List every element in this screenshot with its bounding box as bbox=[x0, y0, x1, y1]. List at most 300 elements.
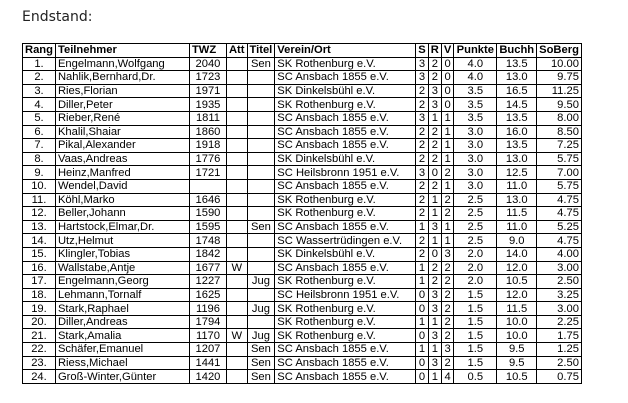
buchh-cell: 10.0 bbox=[497, 329, 537, 343]
table-row bbox=[23, 98, 582, 112]
att-cell bbox=[226, 288, 247, 302]
titel-cell: Sen bbox=[247, 57, 275, 71]
header-rang: Rang bbox=[23, 44, 56, 58]
soberg-cell: 2.25 bbox=[537, 315, 582, 329]
name-cell: Khalil,Shaiar bbox=[55, 125, 189, 139]
soberg-cell: 5.75 bbox=[537, 152, 582, 166]
verein-cell: SC Ansbach 1855 e.V. bbox=[275, 370, 416, 384]
soberg-cell: 4.00 bbox=[537, 247, 582, 261]
r-cell: 3 bbox=[428, 84, 441, 98]
verein-cell: SC Ansbach 1855 e.V. bbox=[275, 139, 416, 153]
titel-cell bbox=[247, 193, 275, 207]
att-cell bbox=[226, 343, 247, 357]
verein-cell: SK Rothenburg e.V. bbox=[275, 315, 416, 329]
twz-cell: 1794 bbox=[189, 315, 226, 329]
buchh-cell: 10.5 bbox=[497, 275, 537, 289]
s-cell: 2 bbox=[416, 139, 428, 153]
verein-cell: SK Dinkelsbühl e.V. bbox=[275, 152, 416, 166]
punkte-cell: 2.5 bbox=[454, 207, 497, 221]
v-cell: 2 bbox=[441, 275, 453, 289]
r-cell: 3 bbox=[428, 302, 441, 316]
s-cell: 2 bbox=[416, 84, 428, 98]
v-cell: 1 bbox=[441, 234, 453, 248]
r-cell: 3 bbox=[428, 288, 441, 302]
soberg-cell: 7.25 bbox=[537, 139, 582, 153]
rang-cell: 11. bbox=[23, 193, 56, 207]
name-cell: Nahlik,Bernhard,Dr. bbox=[55, 71, 189, 85]
titel-cell bbox=[247, 179, 275, 193]
titel-cell bbox=[247, 315, 275, 329]
buchh-cell: 13.0 bbox=[497, 71, 537, 85]
rang-cell: 12. bbox=[23, 207, 56, 221]
twz-cell: 1860 bbox=[189, 125, 226, 139]
r-cell: 2 bbox=[428, 57, 441, 71]
punkte-cell: 3.5 bbox=[454, 98, 497, 112]
verein-cell: SK Rothenburg e.V. bbox=[275, 302, 416, 316]
titel-cell bbox=[247, 247, 275, 261]
soberg-cell: 4.75 bbox=[537, 207, 582, 221]
punkte-cell: 2.0 bbox=[454, 275, 497, 289]
v-cell: 2 bbox=[441, 315, 453, 329]
s-cell: 1 bbox=[416, 275, 428, 289]
att-cell bbox=[226, 220, 247, 234]
r-cell: 3 bbox=[428, 220, 441, 234]
twz-cell: 1677 bbox=[189, 261, 226, 275]
r-cell: 1 bbox=[428, 207, 441, 221]
table-row bbox=[23, 302, 582, 316]
verein-cell: SK Dinkelsbühl e.V. bbox=[275, 247, 416, 261]
att-cell bbox=[226, 152, 247, 166]
titel-cell: Sen bbox=[247, 220, 275, 234]
buchh-cell: 11.5 bbox=[497, 207, 537, 221]
table-row bbox=[23, 234, 582, 248]
att-cell bbox=[226, 57, 247, 71]
v-cell: 2 bbox=[441, 302, 453, 316]
s-cell: 2 bbox=[416, 247, 428, 261]
att-cell bbox=[226, 98, 247, 112]
att-cell bbox=[226, 302, 247, 316]
buchh-cell: 14.0 bbox=[497, 247, 537, 261]
punkte-cell: 4.0 bbox=[454, 71, 497, 85]
punkte-cell: 2.0 bbox=[454, 247, 497, 261]
rang-cell: 7. bbox=[23, 139, 56, 153]
v-cell: 1 bbox=[441, 220, 453, 234]
rang-cell: 18. bbox=[23, 288, 56, 302]
buchh-cell: 11.0 bbox=[497, 179, 537, 193]
v-cell: 1 bbox=[441, 111, 453, 125]
att-cell bbox=[226, 111, 247, 125]
name-cell: Engelmann,Georg bbox=[55, 275, 189, 289]
name-cell: Wendel,David bbox=[55, 179, 189, 193]
titel-cell bbox=[247, 207, 275, 221]
punkte-cell: 2.5 bbox=[454, 193, 497, 207]
soberg-cell: 2.50 bbox=[537, 356, 582, 370]
punkte-cell: 3.0 bbox=[454, 166, 497, 180]
table-row bbox=[23, 179, 582, 193]
v-cell: 2 bbox=[441, 193, 453, 207]
soberg-cell: 8.50 bbox=[537, 125, 582, 139]
v-cell: 0 bbox=[441, 98, 453, 112]
r-cell: 1 bbox=[428, 315, 441, 329]
table-row bbox=[23, 139, 582, 153]
s-cell: 0 bbox=[416, 302, 428, 316]
verein-cell: SC Ansbach 1855 e.V. bbox=[275, 125, 416, 139]
header-r: R bbox=[428, 44, 441, 58]
titel-cell bbox=[247, 166, 275, 180]
titel-cell: Sen bbox=[247, 370, 275, 384]
s-cell: 2 bbox=[416, 125, 428, 139]
twz-cell: 1748 bbox=[189, 234, 226, 248]
verein-cell: SK Rothenburg e.V. bbox=[275, 98, 416, 112]
punkte-cell: 4.0 bbox=[454, 57, 497, 71]
twz-cell: 1196 bbox=[189, 302, 226, 316]
att-cell bbox=[226, 71, 247, 85]
verein-cell: SK Rothenburg e.V. bbox=[275, 329, 416, 343]
punkte-cell: 3.0 bbox=[454, 139, 497, 153]
att-cell bbox=[226, 193, 247, 207]
s-cell: 2 bbox=[416, 179, 428, 193]
punkte-cell: 3.0 bbox=[454, 152, 497, 166]
titel-cell bbox=[247, 111, 275, 125]
name-cell: Beller,Johann bbox=[55, 207, 189, 221]
punkte-cell: 3.0 bbox=[454, 125, 497, 139]
name-cell: Köhl,Marko bbox=[55, 193, 189, 207]
twz-cell: 1441 bbox=[189, 356, 226, 370]
rang-cell: 14. bbox=[23, 234, 56, 248]
soberg-cell: 1.25 bbox=[537, 343, 582, 357]
twz-cell: 1170 bbox=[189, 329, 226, 343]
punkte-cell: 1.5 bbox=[454, 302, 497, 316]
name-cell: Rieber,René bbox=[55, 111, 189, 125]
att-cell bbox=[226, 125, 247, 139]
verein-cell: SC Ansbach 1855 e.V. bbox=[275, 343, 416, 357]
att-cell: W bbox=[226, 329, 247, 343]
buchh-cell: 13.0 bbox=[497, 193, 537, 207]
v-cell: 3 bbox=[441, 343, 453, 357]
r-cell: 1 bbox=[428, 193, 441, 207]
buchh-cell: 9.5 bbox=[497, 343, 537, 357]
twz-cell: 1935 bbox=[189, 98, 226, 112]
r-cell: 1 bbox=[428, 111, 441, 125]
twz-cell: 1721 bbox=[189, 166, 226, 180]
buchh-cell: 13.5 bbox=[497, 139, 537, 153]
header-punkte: Punkte bbox=[454, 44, 497, 58]
name-cell: Hartstock,Elmar,Dr. bbox=[55, 220, 189, 234]
buchh-cell: 9.5 bbox=[497, 356, 537, 370]
header-soberg: SoBerg bbox=[537, 44, 582, 58]
twz-cell: 1971 bbox=[189, 84, 226, 98]
att-cell bbox=[226, 84, 247, 98]
r-cell: 1 bbox=[428, 370, 441, 384]
v-cell: 4 bbox=[441, 370, 453, 384]
buchh-cell: 12.0 bbox=[497, 261, 537, 275]
buchh-cell: 16.0 bbox=[497, 125, 537, 139]
table-row bbox=[23, 84, 582, 98]
table-row bbox=[23, 57, 582, 71]
titel-cell bbox=[247, 98, 275, 112]
verein-cell: SC Ansbach 1855 e.V. bbox=[275, 356, 416, 370]
table-row bbox=[23, 356, 582, 370]
s-cell: 3 bbox=[416, 71, 428, 85]
table-row bbox=[23, 315, 582, 329]
s-cell: 2 bbox=[416, 98, 428, 112]
table-row bbox=[23, 207, 582, 221]
verein-cell: SC Ansbach 1855 e.V. bbox=[275, 261, 416, 275]
header-twz: TWZ bbox=[189, 44, 226, 58]
s-cell: 3 bbox=[416, 111, 428, 125]
punkte-cell: 2.0 bbox=[454, 261, 497, 275]
table-body bbox=[23, 57, 582, 383]
rang-cell: 4. bbox=[23, 98, 56, 112]
header-att: Att bbox=[226, 44, 247, 58]
rang-cell: 9. bbox=[23, 166, 56, 180]
r-cell: 2 bbox=[428, 275, 441, 289]
rang-cell: 22. bbox=[23, 343, 56, 357]
table-row bbox=[23, 288, 582, 302]
r-cell: 1 bbox=[428, 234, 441, 248]
verein-cell: SC Ansbach 1855 e.V. bbox=[275, 111, 416, 125]
rang-cell: 19. bbox=[23, 302, 56, 316]
rang-cell: 6. bbox=[23, 125, 56, 139]
table-row bbox=[23, 152, 582, 166]
verein-cell: SC Heilsbronn 1951 e.V. bbox=[275, 166, 416, 180]
rang-cell: 15. bbox=[23, 247, 56, 261]
v-cell: 1 bbox=[441, 152, 453, 166]
s-cell: 2 bbox=[416, 234, 428, 248]
verein-cell: SC Wassertrüdingen e.V. bbox=[275, 234, 416, 248]
table-row bbox=[23, 329, 582, 343]
name-cell: Pikal,Alexander bbox=[55, 139, 189, 153]
verein-cell: SC Ansbach 1855 e.V. bbox=[275, 220, 416, 234]
s-cell: 3 bbox=[416, 166, 428, 180]
v-cell: 2 bbox=[441, 329, 453, 343]
verein-cell: SK Dinkelsbühl e.V. bbox=[275, 84, 416, 98]
v-cell: 3 bbox=[441, 247, 453, 261]
titel-cell bbox=[247, 125, 275, 139]
buchh-cell: 11.0 bbox=[497, 220, 537, 234]
v-cell: 2 bbox=[441, 356, 453, 370]
s-cell: 0 bbox=[416, 288, 428, 302]
name-cell: Ries,Florian bbox=[55, 84, 189, 98]
twz-cell: 2040 bbox=[189, 57, 226, 71]
s-cell: 1 bbox=[416, 315, 428, 329]
verein-cell: SC Ansbach 1855 e.V. bbox=[275, 179, 416, 193]
twz-cell: 1811 bbox=[189, 111, 226, 125]
rang-cell: 24. bbox=[23, 370, 56, 384]
name-cell: Diller,Andreas bbox=[55, 315, 189, 329]
buchh-cell: 9.0 bbox=[497, 234, 537, 248]
r-cell: 2 bbox=[428, 71, 441, 85]
soberg-cell: 0.75 bbox=[537, 370, 582, 384]
rang-cell: 23. bbox=[23, 356, 56, 370]
titel-cell: Jug bbox=[247, 275, 275, 289]
punkte-cell: 1.5 bbox=[454, 288, 497, 302]
v-cell: 1 bbox=[441, 179, 453, 193]
name-cell: Stark,Raphael bbox=[55, 302, 189, 316]
buchh-cell: 10.5 bbox=[497, 370, 537, 384]
name-cell: Vaas,Andreas bbox=[55, 152, 189, 166]
rang-cell: 10. bbox=[23, 179, 56, 193]
soberg-cell: 5.75 bbox=[537, 179, 582, 193]
r-cell: 2 bbox=[428, 261, 441, 275]
name-cell: Lehmann,Tornalf bbox=[55, 288, 189, 302]
punkte-cell: 1.5 bbox=[454, 329, 497, 343]
att-cell bbox=[226, 370, 247, 384]
name-cell: Groß-Winter,Günter bbox=[55, 370, 189, 384]
header-titel: Titel bbox=[247, 44, 275, 58]
table-row bbox=[23, 275, 582, 289]
twz-cell: 1918 bbox=[189, 139, 226, 153]
soberg-cell: 9.75 bbox=[537, 71, 582, 85]
table-header-row bbox=[23, 44, 582, 58]
soberg-cell: 3.25 bbox=[537, 288, 582, 302]
header-s: S bbox=[416, 44, 428, 58]
att-cell bbox=[226, 207, 247, 221]
s-cell: 3 bbox=[416, 57, 428, 71]
punkte-cell: 1.5 bbox=[454, 356, 497, 370]
twz-cell: 1842 bbox=[189, 247, 226, 261]
s-cell: 2 bbox=[416, 207, 428, 221]
titel-cell bbox=[247, 71, 275, 85]
rang-cell: 13. bbox=[23, 220, 56, 234]
rang-cell: 21. bbox=[23, 329, 56, 343]
att-cell bbox=[226, 166, 247, 180]
header-v: V bbox=[441, 44, 453, 58]
table-row bbox=[23, 261, 582, 275]
s-cell: 0 bbox=[416, 329, 428, 343]
att-cell bbox=[226, 275, 247, 289]
soberg-cell: 7.00 bbox=[537, 166, 582, 180]
twz-cell: 1207 bbox=[189, 343, 226, 357]
att-cell bbox=[226, 139, 247, 153]
r-cell: 2 bbox=[428, 139, 441, 153]
standings-table bbox=[22, 43, 582, 384]
soberg-cell: 3.00 bbox=[537, 261, 582, 275]
titel-cell bbox=[247, 261, 275, 275]
twz-cell bbox=[189, 179, 226, 193]
titel-cell bbox=[247, 84, 275, 98]
verein-cell: SC Ansbach 1855 e.V. bbox=[275, 71, 416, 85]
twz-cell: 1625 bbox=[189, 288, 226, 302]
att-cell bbox=[226, 234, 247, 248]
header-verein: Verein/Ort bbox=[275, 44, 416, 58]
buchh-cell: 14.5 bbox=[497, 98, 537, 112]
table-row bbox=[23, 166, 582, 180]
punkte-cell: 3.0 bbox=[454, 179, 497, 193]
twz-cell: 1723 bbox=[189, 71, 226, 85]
rang-cell: 5. bbox=[23, 111, 56, 125]
rang-cell: 8. bbox=[23, 152, 56, 166]
r-cell: 3 bbox=[428, 356, 441, 370]
buchh-cell: 16.5 bbox=[497, 84, 537, 98]
table-row bbox=[23, 343, 582, 357]
name-cell: Schäfer,Emanuel bbox=[55, 343, 189, 357]
v-cell: 2 bbox=[441, 288, 453, 302]
name-cell: Riess,Michael bbox=[55, 356, 189, 370]
soberg-cell: 5.25 bbox=[537, 220, 582, 234]
v-cell: 1 bbox=[441, 139, 453, 153]
titel-cell bbox=[247, 152, 275, 166]
table-row bbox=[23, 193, 582, 207]
v-cell: 1 bbox=[441, 125, 453, 139]
punkte-cell: 0.5 bbox=[454, 370, 497, 384]
att-cell: W bbox=[226, 261, 247, 275]
table-row bbox=[23, 220, 582, 234]
s-cell: 1 bbox=[416, 261, 428, 275]
table-row bbox=[23, 247, 582, 261]
s-cell: 1 bbox=[416, 220, 428, 234]
s-cell: 2 bbox=[416, 152, 428, 166]
twz-cell: 1420 bbox=[189, 370, 226, 384]
twz-cell: 1776 bbox=[189, 152, 226, 166]
v-cell: 2 bbox=[441, 261, 453, 275]
buchh-cell: 13.5 bbox=[497, 57, 537, 71]
verein-cell: SK Rothenburg e.V. bbox=[275, 193, 416, 207]
r-cell: 1 bbox=[428, 343, 441, 357]
name-cell: Wallstabe,Antje bbox=[55, 261, 189, 275]
header-teilnehmer: Teilnehmer bbox=[55, 44, 189, 58]
r-cell: 2 bbox=[428, 152, 441, 166]
name-cell: Heinz,Manfred bbox=[55, 166, 189, 180]
name-cell: Engelmann,Wolfgang bbox=[55, 57, 189, 71]
r-cell: 2 bbox=[428, 179, 441, 193]
table-row bbox=[23, 125, 582, 139]
r-cell: 0 bbox=[428, 166, 441, 180]
r-cell: 0 bbox=[428, 247, 441, 261]
v-cell: 0 bbox=[441, 57, 453, 71]
page-heading: Endstand: bbox=[22, 9, 93, 25]
soberg-cell: 1.75 bbox=[537, 329, 582, 343]
table-row bbox=[23, 71, 582, 85]
punkte-cell: 2.5 bbox=[454, 220, 497, 234]
punkte-cell: 1.5 bbox=[454, 315, 497, 329]
att-cell bbox=[226, 247, 247, 261]
twz-cell: 1646 bbox=[189, 193, 226, 207]
rang-cell: 2. bbox=[23, 71, 56, 85]
soberg-cell: 4.75 bbox=[537, 234, 582, 248]
soberg-cell: 2.50 bbox=[537, 275, 582, 289]
punkte-cell: 2.5 bbox=[454, 234, 497, 248]
twz-cell: 1595 bbox=[189, 220, 226, 234]
rang-cell: 20. bbox=[23, 315, 56, 329]
verein-cell: SK Rothenburg e.V. bbox=[275, 275, 416, 289]
s-cell: 0 bbox=[416, 370, 428, 384]
verein-cell: SC Heilsbronn 1951 e.V. bbox=[275, 288, 416, 302]
att-cell bbox=[226, 356, 247, 370]
rang-cell: 3. bbox=[23, 84, 56, 98]
s-cell: 0 bbox=[416, 356, 428, 370]
titel-cell bbox=[247, 288, 275, 302]
name-cell: Stark,Amalia bbox=[55, 329, 189, 343]
v-cell: 2 bbox=[441, 166, 453, 180]
titel-cell: Jug bbox=[247, 302, 275, 316]
r-cell: 2 bbox=[428, 125, 441, 139]
soberg-cell: 9.50 bbox=[537, 98, 582, 112]
table-row bbox=[23, 111, 582, 125]
att-cell bbox=[226, 179, 247, 193]
name-cell: Diller,Peter bbox=[55, 98, 189, 112]
titel-cell: Jug bbox=[247, 329, 275, 343]
soberg-cell: 3.00 bbox=[537, 302, 582, 316]
buchh-cell: 12.0 bbox=[497, 288, 537, 302]
twz-cell: 1590 bbox=[189, 207, 226, 221]
v-cell: 0 bbox=[441, 84, 453, 98]
verein-cell: SK Rothenburg e.V. bbox=[275, 57, 416, 71]
s-cell: 2 bbox=[416, 193, 428, 207]
rang-cell: 17. bbox=[23, 275, 56, 289]
r-cell: 3 bbox=[428, 98, 441, 112]
punkte-cell: 3.5 bbox=[454, 84, 497, 98]
